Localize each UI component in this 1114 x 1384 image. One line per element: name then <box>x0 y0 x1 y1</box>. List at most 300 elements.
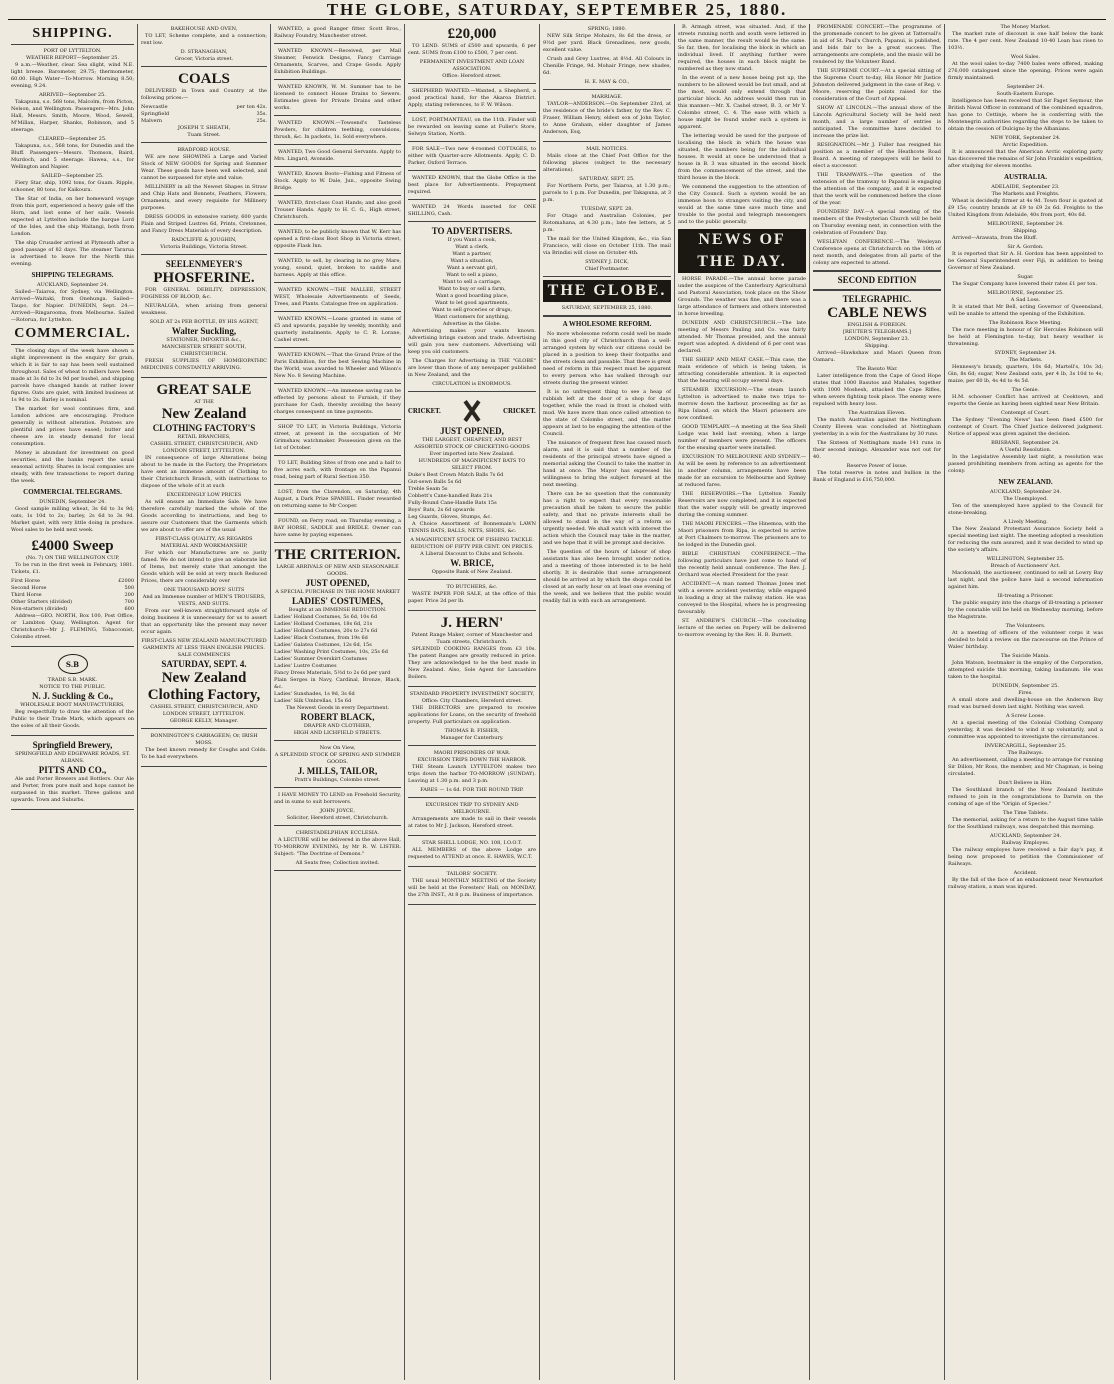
adv-line: Want a servant girl, <box>447 265 497 271</box>
se-europe-subhead: South-Eastern Europe. <box>996 91 1055 97</box>
permanent-title: PERMANENT INVESTMENT AND LOAN ASSOCIATION. <box>419 59 525 72</box>
list-item: Fancy Dress Materials, 5½d to 2s 6d per yard <box>274 670 391 676</box>
news-item: RESIGNATION.—Mr J. Fuller has resigned his position as a member of the Heathcote Road Board. A meeting of ratepayers will be held to elect a successor. <box>813 142 941 169</box>
tablets-subhead: The Time Tablets. <box>1002 810 1049 816</box>
nz-text-3: For which our Manufactures are so justly famed. We do not intend to give an elaborate list of Items, but merely state that amongst the Goods which will be sold at very much Reduced Prices, there are considerably over <box>141 550 267 584</box>
black-role: DRAPER AND CLOTHIER, <box>303 723 372 729</box>
railways-text: An advertisement, calling a meeting to arrange for running Sir Dillon, Mr Ross, the member, and Mr Chapman, is being circulated. <box>948 757 1103 777</box>
leader-text-1: No more wholesome reform could well be made in this good city of Christchurch than a well-arranged system by which our citizens could be placed in a position to keep their footpaths and the streets clean and passable. That there is great need of reform in this respect must be apparent to every person who has walked through our streets during the present winter. <box>543 331 671 386</box>
coals-address: Tuam Street. <box>187 132 221 138</box>
cricket-header <box>408 399 536 423</box>
joyce-name: JOHN JOYCE, <box>320 808 355 814</box>
resolution-text: In the Legislative Assembly last night, a resolution was passed prohibiting members from acting as agents for the colony. <box>948 454 1103 474</box>
crossed-bats-icon <box>459 399 485 423</box>
adv-line: Want to sell groceries or drugs, <box>431 307 513 313</box>
globe-banner: THE GLOBE. <box>543 280 671 302</box>
bakehouse-name: D. STRANAGHAN, <box>180 49 228 55</box>
robinson-subhead: The Robinson Race Meeting. <box>988 320 1063 326</box>
column-3 <box>270 24 404 1380</box>
reuters-label: [REUTER'S TELEGRAMS.] <box>843 329 911 335</box>
suckling-subtitle: WHOLESALE BOOT MANUFACTURERS, <box>20 702 125 708</box>
column-6 <box>674 24 809 1380</box>
excursion-advert <box>408 748 536 798</box>
article-text-1: B. Armagh street, was situated. And, if the streets running north and south were lettered in the same manner, the result would be the same. So far, then, for localising the block in which an individual lived. If anything further were required, the houses in each block might be numbered as they now stand. <box>678 24 806 72</box>
news-item: PROMENADE CONCERT.—The programme of the promenade concert to be given at Tattersall's in aid of St. Paul's Church, Papanui, is published, and bids fair to be a great success. The arrangements are complete, and the music will be rendered by the Volunteer Band. <box>813 24 941 65</box>
suckling-title: N. J. Suckling & Co., <box>31 691 113 701</box>
loan-text: TO LEND. SUMS of £500 and upwards, 6 per cent. SUMS from £100 to £500, 7 per cent. <box>408 43 536 56</box>
list-item: Ladies' Holland Costumes, 18s 6d, 21s <box>274 621 373 627</box>
wellington-dateline: WELLINGTON, September 25. <box>986 556 1065 562</box>
arrived-heading: ARRIVED—September 25. <box>39 92 106 98</box>
waste-text: WASTE PAPER FOR SALE, at the office of this paper. Price 2d per lb. <box>408 591 536 604</box>
criterion-advert <box>274 545 401 741</box>
phosferine-advert <box>141 257 267 378</box>
bradford-advert <box>141 145 267 255</box>
adv-line: Want to sell a carriage, <box>442 279 502 285</box>
brewery-subtitle: SPRINGFIELD AND EDGEWARE ROADS, ST. ALBANS. <box>15 751 130 764</box>
dunedin-dateline: DUNEDIN, September 25. <box>992 683 1059 689</box>
postmaster-name: SYDNEY J. DICK, <box>585 259 629 265</box>
circulation-text: CIRCULATION is ENORMOUS. <box>432 381 512 387</box>
accident-subhead: Accident. <box>1013 870 1038 876</box>
wanted-advert: WANTED, a good Ranger fitter. Scott Bros., Railway Foundry, Manchester street. <box>274 24 401 44</box>
bradford-name: RADCLIFFE & JOUGHIN, <box>171 237 237 243</box>
mills-address: Pratt's Buildings, Colombo street. <box>294 777 381 783</box>
list-item: Ladies' Silk Umbrellas, 15s 6d <box>274 698 352 704</box>
great-sale-title: GREAT SALE <box>156 382 252 398</box>
basuto-subhead: The Basuto War. <box>856 366 898 372</box>
star-heading: STAR SHELL LODGE, NO. 108, I.O.O.T. <box>422 840 522 846</box>
mens-suits: And an Immense number of MEN'S TROUSERS, VESTS, AND SUITS. <box>142 594 266 607</box>
breach-text: Macdonald, the auctioneer, continued to sell at Lowry Bay last night, and the police have laid a second information against him. <box>948 570 1103 590</box>
lustres-text: Crush and Grey Lustres, at 8½d. All Colours in Chenille Fringe, 9d. Mohair Fringe, new shades, 6d. <box>543 56 671 76</box>
news-item: SHOW AT LINCOLN.—The annual show of the Lincoln Agricultural Society will be held next month, and a large number of entries is anticipated. The committee have decided to increase the prize list. <box>813 105 941 139</box>
wanted-advert: WANTED, Two Good General Servants. Apply to Mrs. Lingard, Avonside. <box>274 147 401 167</box>
sweep-address: Address—GEO. NORTH, Box 100, Post Office, or Lambton Quay, Wellington. Agent for Christchurch—Mr J. FLEMING, Tobacconist, Colombo street. <box>11 613 134 640</box>
may-name: H. E. MAY & CO., <box>584 79 630 85</box>
tailors-heading: TAILORS' SOCIETY. <box>446 871 498 877</box>
list-item: Cobbett's Cane-handled Bats 21s <box>408 493 493 499</box>
seats-text: All Seats free; Collection invited. <box>295 860 380 866</box>
bonnington-advert <box>141 731 267 767</box>
nz-text-4: From our well-known straightforward style of doing business it is unnecessary for us to assert that an opportunity like the present may never occur again. <box>141 608 267 635</box>
cleared-heading: CLEARED—September 25. <box>38 136 107 142</box>
melbourne2-dateline: MELBOURNE, September 25. <box>987 290 1064 296</box>
dateline: September 24. <box>1006 84 1045 90</box>
suckling-advert <box>11 649 134 736</box>
article-text-3: The lettering would be used for the purpose of localising the block in which the house was situated, the numbers being for the individual houses. It would at once be understood that a house in B. 3 was situated in the second block from the commencement of the street, and the third house in the block. <box>678 133 806 181</box>
bat-list <box>408 472 536 521</box>
first-class: FIRST-CLASS QUALITY, AS REGARDS MATERIAL AND WORKMANSHIP, <box>155 536 253 549</box>
just-opened: JUST OPENED, <box>305 578 370 588</box>
coals-text: DELIVERED in Town and Country at the following prices:— <box>141 88 267 101</box>
newest-goods: The Newest Goods in every Department. <box>285 705 390 711</box>
news-item: GOOD TEMPLARY.—A meeting at the Sea Shell Lodge was held last evening, when a large number of members were present. The officers for the ensuing quarter were installed. <box>678 424 806 451</box>
list-item: Ladies' Summer Overskirt Costumes <box>274 656 368 662</box>
largest-stock: THE LARGEST, CHEAPEST, AND BEST ASSORTED STOCK OF CRICKETING GOODS Ever imported into New Zealand. <box>414 437 530 457</box>
leader-text-2: It is no unfrequent thing to see a heap of rubbish left at the door of a shop for days together, while the road in front is choked with mud. We have more than once called attention to the state of Colombo street, and the matter appears at last to be engaging the attention of the Council. <box>543 389 671 437</box>
pitts-title: PITTS AND CO., <box>38 765 107 775</box>
prize-row: Other Starters (divided) 700 <box>11 599 134 605</box>
list-item: Duke's Best Crown Match Balls 7s 6d <box>408 472 504 478</box>
found-advert: FOUND, on Ferry road, on Thursday evening, a BAY HORSE, SADDLE and BRIDLE. Owner can have same by paying expenses. <box>274 516 401 543</box>
cricket-advert <box>408 394 536 580</box>
resolution-subhead: A Useful Resolution. <box>999 447 1052 453</box>
employes-subhead: Railway Employes. <box>1001 840 1050 846</box>
silk-text: NEW Silk Stripe Mohairs, 8s 6d the dress, or 9½d per yard. Black Grenadines, new goods, excellent value. <box>543 33 671 53</box>
cottages-advert: FOR SALE—Two new 4-roomed COTTAGES, to either with Quarter-acre Allotments. Apply, C. D. Parker, Oxford Terrace. <box>408 144 536 171</box>
bradford-text: WE are now SHOWING a Large and Varied Stock of NEW GOODS for Spring and Summer Wear. These goods have been well selected, and cannot be surpassed for style and value. <box>141 154 267 181</box>
adv-line: Want a clerk, <box>455 244 489 250</box>
loan-title: £20,000 <box>447 26 497 42</box>
shipping-telegrams-heading: SHIPPING TELEGRAMS. <box>31 271 114 279</box>
sale-date: SATURDAY, SEPT. 4. <box>161 659 247 669</box>
port-heading: PORT OF LYTTELTON. <box>43 48 102 54</box>
second-edition-heading: SECOND EDITION <box>837 275 917 285</box>
low-prices: EXCEEDINGLY LOW PRICES <box>166 492 242 498</box>
mail-heading: MAIL NOTICES. <box>586 146 628 152</box>
sugar-text: The Sugar Company have lowered their rates £1 per ton. <box>952 281 1098 287</box>
bonnington-title: BONNINGTON'S CARRAGEEN; Or, IRISH MOSS. <box>150 733 258 746</box>
markets-subhead: The Markets and Freights. <box>991 191 1060 197</box>
mail-tuesday: TUESDAY, SEPT. 28. <box>580 206 634 212</box>
charges-text: The Charges for Advertising in THE "GLOBE" are lower than those of any newspaper published in New Zealand, and the <box>408 358 536 378</box>
shepherd-advert: SHEPHERD WANTED.—Wanted, a Shepherd, a good practical hand, for the Akaroa District. Apply, stating references, to F. W. Wilson. <box>408 86 536 113</box>
mel-shipping-subhead: Shipping. <box>1013 228 1038 234</box>
english-foreign-heading: ENGLISH & FOREIGN. <box>847 322 907 328</box>
commercial-telegrams-place: DUNEDIN, September 24. <box>39 499 106 505</box>
shipping-subhead: Shipping. <box>864 343 890 349</box>
wanted-24-advert: WANTED 24 Words inserted for ONE SHILLING, Cash. <box>408 202 536 222</box>
wanted-advert: WANTED, first-class Coat Hands; and also good Trouser Hands. Apply to H. C. G., High street, Christchurch. <box>274 198 401 225</box>
prize-list <box>11 578 134 613</box>
australian-subhead: The Australian Eleven. <box>848 410 906 416</box>
adv-line: Want to buy or sell a farm, <box>438 286 506 292</box>
coals-advert <box>141 69 267 143</box>
list-item: Ladies' Holland Costumes, 5s 6d, 10s 6d <box>274 614 378 620</box>
tablets-text: The memorial, asking for a return to the August time table for the Southland railways, was despatched this morning. <box>948 817 1103 830</box>
mills-text: A SPLENDID STOCK OF SPRING AND SUMMER GOODS. <box>274 752 401 765</box>
advertisers-title: TO ADVERTISERS. <box>431 226 513 236</box>
list-item: Ladies' Black Costumes, from 19s 6d <box>274 635 368 641</box>
news-item: THE SHEEP AND MEAT CASE.—This case, the main evidence of which is being taken, is attracting considerable attention. It is expected that the hearing will occupy several days. <box>678 357 806 384</box>
great-sale-advert <box>141 380 267 729</box>
just-opened-cricket: JUST OPENED, <box>440 426 504 436</box>
auckland2-dateline: AUCKLAND, September 24. <box>989 833 1062 839</box>
loan-advert <box>408 24 536 84</box>
article-text-2: In the event of a new house being put up, the numbers to be allowed would be but small, and at the most, would only extend through that particular block. An address would then run in this manner:—Mr. X. Cashel street, B. 3, or Mr Y. Colombo street, C. 4. The ease with which a house might be found under such a system is apparent. <box>678 75 806 130</box>
brice-name: W. BRICE, <box>450 558 494 568</box>
news-item: DUNEDIN AND CHRISTCHURCH.—The late meeting of Messrs Pauling and Co. was fairly attended. Mr Thomas presided, and the annual report was adopted. A dividend of 6 per cent was declared. <box>678 320 806 354</box>
news-item: THE MAORI FENCERS.—The Hinemoa, with the Maori prisoners from Ripa, is expected to arrive at Port Chalmers to-morrow. The prisoners are to be lodged in the Dunedin gaol. <box>678 521 806 548</box>
adv-line: Want to let good apartments, <box>435 300 509 306</box>
melbourne-dateline: MELBOURNE, September 24. <box>987 221 1064 227</box>
notice-heading: NOTICE TO THE PUBLIC. <box>39 684 106 690</box>
news-item: FOUNDERS' DAY.—A special meeting of the members of the Presbyterian Church will be held on Thursday evening next, in connection with the celebration of Founders' Day. <box>813 209 941 236</box>
adv-line: Advertise in the Globe. <box>442 321 502 327</box>
screw-text: At a special meeting of the Colonial Clothing Company yesterday, it was decided to wind it up voluntarily, and a committee was appointed to investigate the circumstances. <box>948 720 1103 740</box>
news-item: STEAMER EXCURSION.—The steam launch Lyttelton is advertised to make two trips to-morrow down the harbour, proceeding as far as Ripa Island, on which the Maori prisoners are now confined. <box>678 387 806 421</box>
weather-text: 9 a.m.—Weather, clear. Sea slight, wind N.E. light breeze. Barometer, 29.75; thermometer, 60.00. High Water—To-Morrow. Morning 8.50; evening, 9.24. <box>11 62 134 89</box>
adv-line: Want a partner, <box>452 251 492 257</box>
sad-subhead: A Sad Loss. <box>1010 297 1041 303</box>
lyttelton-text: THE Steam Launch LYTTELTON makes two trips down the harbor TO-MORROW (SUNDAY). Leaving at 1.30 p.m. and 3 p.m. <box>408 764 536 784</box>
wool-text: At the wool sales to-day 7400 bales were offered, making 276,000 catalogued since the opening. Prices were again firmly maintained. <box>948 61 1103 81</box>
wanted-known-advert: WANTED KNOWN, that the Globe Office is the best place for Advertisements. Prepayment required. <box>408 173 536 200</box>
bakehouse-role: Grocer, Victoria street. <box>174 56 234 62</box>
markets-text: Wheat is decidedly firmer at 4s 9d. Town flour is quoted at £9 15s; country brands at £9 to £9 2s 6d. Freights to the United Kingdom from Adelaide, 40s from port, 40s 6d. <box>948 198 1103 218</box>
standard-text: THE DIRECTORS are prepared to receive applications for Loans, on the security of freehold property. Full particulars on application. <box>408 705 536 725</box>
to-let-advert: TO LET, Building Sites of from one and a half to five acres each, with frontage on the Papanui road, being part of Rural Section 350. <box>274 458 401 485</box>
nz-heading: NEW ZEALAND. <box>998 478 1053 486</box>
breach-subhead: Breach of Auctioneers' Act. <box>990 563 1061 569</box>
list-item: Ladies' Washing Print Costumes, 10s, 25s 6d <box>274 649 388 655</box>
loan-office: Office: Hereford street. <box>442 73 502 79</box>
cricket-label-right: CRICKET. <box>503 407 536 415</box>
column-5 <box>539 24 674 1380</box>
great-sale-at: AT THE <box>194 399 214 405</box>
leader-text-4: There can be no question that the community has a right to expect that every reasonable precaution shall be taken to secure the public safety, and that no private interests shall be allowed to stand in the way of a reform so urgently needed. We shall watch with interest the action which the Council may take in the matter, and we hope that it will be prompt and decisive. <box>543 491 671 546</box>
hern-title: J. HERN' <box>440 615 504 631</box>
coal-price-row: Springfield 35s. <box>141 111 267 117</box>
coal-price-row: Malvern 25s. <box>141 118 267 124</box>
sale-commences: SALE COMMENCES <box>177 652 231 658</box>
list-item: Gut-sewn Balls 5s 6d <box>408 479 462 485</box>
shipping-notes-2: The ship Crusader arrived at Plymouth after a good passage of 82 days. The steamer Tararua is advertised to leave for the North this evening. <box>11 240 134 267</box>
bakehouse-advert <box>141 24 267 67</box>
telegrams-place: AUCKLAND, September 24. <box>36 282 109 288</box>
excursion2-advert <box>408 800 536 836</box>
news-item: THE RESERVOIRS.—The Lyttelton Family Reservoirs are now completed, and it is expected that the water supply will be greatly improved during the coming summer. <box>678 491 806 518</box>
bonnington-text: The best known remedy for Coughs and Colds. To be had everywhere. <box>141 747 267 760</box>
bakehouse-text: TO LET, Scheme complete, and a connection; rent low. <box>141 33 267 46</box>
phosferine-title: PHOSFERINE. <box>153 270 255 286</box>
boys-suits: ONE THOUSAND BOYS' SUITS <box>163 587 245 593</box>
wanted-advert: WANTED KNOWN.—Towsend's Tasteless Powders, for children teething, convulsions, thrush, &c. In packets, 1s. Sold everywhere. <box>274 118 401 145</box>
reduction-text: REDUCTION OF FIFTY PER CENT. ON PRICES. <box>410 544 534 550</box>
list-item: Boys' Bats, 2s 6d upwards <box>408 507 475 513</box>
wanted-advert: WANTED KNOWN.—Received, per Mail Steamer, Fenwick Designs, Fancy Carriage Ornaments, Scarves, and Crape Goods. Apply Exhibition Buildings. <box>274 46 401 80</box>
money-subhead: The Money Market. <box>1000 24 1051 30</box>
coals-title: COALS <box>178 71 230 87</box>
commercial-text-1: The closing days of the week have shown a slight improvement in the enquiry for grain, which it is fair to say has been well sustained throughout. Sales of wheat to millers have been made at 3s 6d to 3s 9d per bushel, and shipping parcels have changed hands at rather lower figures. Oats are quiet, with limited business at 1s 9d to 2s. Barley is nominal. <box>11 348 134 403</box>
sweep-advert <box>11 536 134 647</box>
screw-subhead: A Screw Loose. <box>1005 713 1046 719</box>
mail-text: Mails close at the Chief Post Office for the following places (subject to the necessary alterations). <box>543 153 671 173</box>
christadelphian-advert <box>274 828 401 871</box>
list-item: Fully-Bound Cane-Handle Bats 15s <box>408 500 497 506</box>
dont-text: The Southland branch of the New Zealand Institute refused to join in the congratulations to Darwin on the coming of age of the "Origin of Species." <box>948 787 1103 807</box>
postmaster-role: Chief Postmaster. <box>584 266 630 272</box>
syd-markets-text: Hennessy's brandy, quarters, 10s 6d; Martell's, 10s 3d; Gin, 8s 6d; sugar, New Zealand oats, per 4 lb, 3s 10d to 4s; maize, per 60 lb, 4s 4d to 4s 5d. <box>948 364 1103 384</box>
black-name: ROBERT BLACK, <box>300 712 375 722</box>
mail-tuesday-text: For Otago and Australian Colonies, per Rotomahana, at 4.30 p.m.; late fee letters, at 5 p.m. <box>543 213 671 233</box>
sweep-subtitle: (No. 7) ON THE WELLINGTON CUP, <box>25 555 120 561</box>
tailors-text: THE usual MONTHLY MEETING of the Society will be held at the Foresters' Hall, on MONDAY, the 27th INST., At 8 p.m. Business of importance. <box>408 878 536 898</box>
waste-paper-advert <box>408 582 536 611</box>
sweep-title: £4000 Sweep <box>31 538 114 554</box>
adv-line: Want a good boarding place, <box>435 293 509 299</box>
brisbane-dateline: BRISBANE, September 24. <box>991 440 1060 446</box>
weather-heading: WEATHER REPORT—September 25. <box>25 55 120 61</box>
telegrams-text: Sailed—Taiaroa, for Sydney, via Wellington. Arrived—Waitaki, from Onehunga. Sailed—Taupo, for Napier. DUNEDIN, Sept. 24.—Arrived—Ringarooma, from Melbourne. Sailed—Rotorua, for Lyttelton. <box>11 289 134 323</box>
uk-mail-text: The mail for the United Kingdom, &c., via San Francisco, will close on October 11th. The mail via Brindisi will close on October 4th. <box>543 236 671 256</box>
pitts-text: Ale and Porter Brewers and Bottlers. Our Ale and Porter, from pure malt and hops cannot be surpassed in this market. Three gallons and upwards. Town and Suburbs. <box>11 776 134 803</box>
standard-title: STANDARD PROPERTY INVESTMENT SOCIETY, <box>409 691 535 697</box>
adv-line: If you Want a cook, <box>447 237 497 243</box>
arctic-text: It is announced that the American Arctic exploring party has discovered the remains of Sir John Franklin's expedition, after studying for eleven months. <box>948 149 1103 169</box>
sailed-heading: SAILED—September 25. <box>41 173 104 179</box>
column-7 <box>809 24 944 1380</box>
leader-heading: A WHOLESOME REFORM. <box>562 320 652 328</box>
butchers-heading: TO BUTCHERS, &c. <box>446 584 498 590</box>
news-item: ST. ANDREW'S CHURCH.—The concluding lecture of the series on Popery will be delivered to-morrow evening by the Rev. H. B. Burnett. <box>678 618 806 638</box>
fires-subhead: Fires. <box>1018 690 1033 696</box>
millinery-text: MILLINERY in all the Newest Shapes in Straw and Chip Hats and Bonnets, Feathers, Flowers, Ornaments, and every requisite for Millinery purposes. <box>141 184 267 211</box>
genie-subhead: The Genie. <box>1011 387 1040 393</box>
cleared-text: Takapuna, s.s., 568 tons, for Dunedin and the Bluff. Passengers—Messrs. Thomson, Baird, Murdoch, and 5 steerage. Hawea, s.s., for Wellington and Napier. <box>11 143 134 170</box>
trade-mark-text: TRADE S.B. MARK. <box>47 677 98 683</box>
excursion-heading: EXCURSION TRIPS DOWN THE HARBOR. <box>417 757 527 763</box>
wanted-advert: WANTED, to be publicly known that W. Kerr has opened a first-class Boot Shop in Victoria street, opposite Flask Inn. <box>274 227 401 254</box>
standard-office: Office: City Chambers, Hereford street. <box>421 698 523 704</box>
shop-to-let-advert: SHOP TO LET, in Victoria Buildings, Victoria street, at present in the occupation of Mr Grimshaw, watchmaker. Possession given on the 1st of October. <box>274 422 401 456</box>
list-item: Treble Seam 5s <box>408 486 448 492</box>
criterion-text: LARGE ARRIVALS OF NEW AND SEASONABLE GOODS. <box>276 564 399 577</box>
nz-address: CASHEL STREET, CHRISTCHURCH, AND LONDON STREET, LYTTELTON. <box>150 441 258 454</box>
bats-heading: HUNDREDS OF MAGNIFICENT BATS TO SELECT FROM. <box>418 458 526 471</box>
nz-subtitle: CLOTHING FACTORY'S <box>152 423 256 433</box>
nz-text-2: As will ensure an Immediate Sale. We have therefore carefully marked the whole of the Goods according to instructions, and beg to assure our Customers that the Garments which we are about to offer are of the usual <box>141 499 267 533</box>
joyce-address: Solicitor, Hereford street, Christchurch. <box>286 815 389 821</box>
employes-text: The railway employes have received a fair day's pay, it being now proposed to petition the Commissioner of Railways. <box>948 847 1103 867</box>
cricket-label-left: CRICKET. <box>408 407 441 415</box>
bradford-address: Victoria Buildings, Victoria Street. <box>160 244 248 250</box>
divider <box>813 289 941 291</box>
list-item: Ladies' Galatea Costumes, 12s 6d, 15s <box>274 642 372 648</box>
sweep-text: To be run in the first week in February, 1881. Tickets, £1. <box>11 562 134 575</box>
syd-markets-subhead: The Markets. <box>1008 357 1043 363</box>
unemployed-subhead: The Unemployed. <box>1003 496 1048 502</box>
hern-text: SPLENDID COOKING RANGES from £3 10s. The patent Ranges are greatly reduced in price. They are acknowledged to be the best made in New Zealand. Also, Sole Agent for Lancashire Boilers. <box>408 646 536 680</box>
fisher-role: Manager for Canterbury. <box>440 735 504 741</box>
money-text: I HAVE MONEY TO LEND on Freehold Security, and in sums to suit borrowers. <box>274 792 401 805</box>
arrived-text: Takapuna, s.s. 568 tons, Malcolm, from Picton, Nelson, and Wellington. Passengers—Mrs. John Hall, Messrs. Smith, Moore, Wood, Sewell, M'Millan, Harper, Shanks, Robinson, and 5 steerage. <box>11 99 134 133</box>
prize-row: Third Horse 200 <box>11 592 134 598</box>
commercial-telegrams-heading: COMMERCIAL TELEGRAMS. <box>23 488 122 496</box>
wanted-advert: WANTED KNOWN.—Loans granted in sums of £5 and upwards, payable by weekly, monthly, and quarterly instalments. Apply to C. R. Lorane, Cashel street. <box>274 314 401 348</box>
contempt-subhead: Contempt of Court. <box>1000 410 1051 416</box>
trade-mark-logo-icon: S.B <box>58 654 88 674</box>
money-advert <box>274 790 401 826</box>
dont-subhead: Don't Believe in Him. <box>998 780 1053 786</box>
star-lodge-advert <box>408 838 536 867</box>
mail-today-text: For Northern Ports, per Taiaroa, at 1.30 p.m.; parcels to 1 p.m. For Dunedin, per Takapuna, at 3 p.m. <box>543 183 671 203</box>
lively-text: The New Zealand Protestant Assurance Society held a special meeting last night. The meeting adopted a resolution for reducing the sum assured, and it was decided to wind up the society's affairs. <box>948 526 1103 553</box>
seelenmeyer-title: SEELENMEYER'S <box>165 259 243 269</box>
coals-name: JOSEPH T. SHEATH, <box>177 125 231 131</box>
list-item: Ladies' Lustre Costumes <box>274 663 337 669</box>
railways-subhead: The Railways. <box>1007 750 1044 756</box>
suicide-subhead: The Suicide Mania. <box>1001 653 1050 659</box>
discount-text: A Liberal Discount to Clubs and Schools. <box>420 551 524 557</box>
hern-advert <box>408 613 536 687</box>
excursion2-heading: EXCURSION TRIP TO SYDNEY AND MELBOURNE. <box>425 802 519 815</box>
walter-address: MANCHESTER STREET SOUTH, CHRISTCHURCH. <box>161 344 247 357</box>
contempt-text: The Sydney "Evening News" has been fined £500 for contempt of Court. The Chief Justice delivered judgment. Notice of appeal was given against the decision. <box>948 417 1103 437</box>
brewery-title: Springfield Brewery, <box>32 740 113 750</box>
genie-text: H.M. schooner Conflict has arrived at Cooktown, and reports the Genie as having been sighted near New Britain. <box>948 394 1103 407</box>
nz-text: IN consequence of large Alterations being about to be made in the Factory, the Proprietors have sent an immense amount of Clothing to their Christchurch Branch, with instructions to dispose of the whole of it at such <box>141 455 267 489</box>
standard-advert <box>408 689 536 746</box>
fires-text: A small store and dwelling-house on the Anderson Bay road was burned down last night. Nothing was saved. <box>948 697 1103 710</box>
reserve-subhead: Reserve Power of Issue. <box>846 463 908 469</box>
mills-advert <box>274 743 401 788</box>
star-text: ALL MEMBERS of the above Lodge are requested to ATTEND at once. E. HAWES, W.C.T. <box>408 847 536 860</box>
marriage-notice <box>543 92 671 142</box>
wanted-advert: WANTED, Known Boots—Fishing and Fitness of Stock. Apply to W. Dale, Jun., opposite Swing Bridge. <box>274 169 401 196</box>
hern-subtitle: Patent Range Maker, corner of Manchester and Tuam streets, Christchurch. <box>411 632 533 645</box>
first-class-nz: FIRST-CLASS NEW ZEALAND MANUFACTURED GARMENTS AT LESS THAN ENGLISH PRICES. <box>141 638 267 651</box>
news-item: WESLEYAN CONFERENCE.—The Wesleyan Conference opens at Christchurch on the 10th of next month, and delegates from all parts of the colony are expected to attend. <box>813 239 941 266</box>
ladies-costumes: LADIES' COSTUMES, <box>291 596 384 606</box>
costumes-list <box>274 614 401 705</box>
excursion2-text: Arrangements are made to sail in their vessels at rates to Mr J. Jackson, Hereford street. <box>408 816 536 829</box>
cable-news-heading: CABLE NEWS <box>827 305 927 321</box>
nz-factory-title: New Zealand Clothing Factory, <box>147 670 261 703</box>
bakehouse-title: BAKEHOUSE AND OVEN, <box>170 26 238 32</box>
mail-today: SATURDAY, SEPT. 25. <box>579 176 635 182</box>
black-address: HIGH AND LICHFIELD STREETS. <box>293 730 382 736</box>
suicide-text: John Watson, bootmaker in the employ of the Corporation, attempted suicide this morning, taking laudanum. He was taken to the hospital. <box>948 660 1103 680</box>
fishing-text: A MAGNIFICENT STOCK OF FISHING TACKLE. <box>410 537 534 543</box>
globe-date: SATURDAY, SEPTEMBER 25, 1880. <box>561 305 653 311</box>
advertisers-advert <box>408 224 536 392</box>
phosferine-text: FOR GENERAL DEBILITY, DEPRESSION, FOGINESS OF BLOOD, &c. <box>141 287 267 300</box>
mel-shipping-text: Arrived—Arawata, from the Bluff. <box>952 235 1038 241</box>
basuto-text: Later intelligence from the Cape of Good Hope states that 1000 Basutos and Mahales, together with 1000 Moshesh, attacked the Cape Rifles, when severe fighting took place. The enemy were repulsed with heavy loss. <box>813 373 941 407</box>
marriage-text: TAYLOR—ANDERSON.—On September 23rd, at the residence of the bride's father, by the Rev. C. Fraser, William Henry, eldest son of John Taylor, to Anne Graham, elder daughter of James Anderson, Esq. <box>543 101 671 135</box>
nz-title: New Zealand <box>161 406 247 422</box>
gordon-subhead: Sir A. Gordon. <box>1007 244 1044 250</box>
list-item: Plain Serges in Navy, Cardinal, Bronze, Black, &c. <box>274 677 401 690</box>
arctic-subhead: Arctic Expedition. <box>1002 142 1049 148</box>
lost-advert: LOST, from the Clarendon, on Saturday, 4th August, a Dark Prize SPANIEL. Finder rewarded on returning same to Mr Cooper. <box>274 487 401 514</box>
phosferine-sold: SOLD AT 2s PER BOTTLE, BY HIS AGENT, <box>149 319 259 325</box>
column-2 <box>137 24 270 1380</box>
ladies-subtitle: Bought at an IMMENSE REDUCTION. <box>288 607 387 613</box>
fares-text: FARES — 1s 6d. FOR THE ROUND TRIP. <box>420 787 524 793</box>
news-item: ACCIDENT.—A man named Thomas Jones met with a severe accident yesterday, while engaged in loading a dray at the railway station. He was conveyed to the Hospital, where he is progressing favourably. <box>678 581 806 615</box>
may-advert <box>543 24 671 90</box>
spring-heading: SPRING; 1880. <box>587 26 627 32</box>
accident-text: By the fall of the face of an embankment near Newmarket railway station, a man was injured. <box>948 877 1103 890</box>
divider <box>543 315 671 317</box>
portmanteau-advert: LOST, PORTMANTEAU, on the 11th. Finder will be rewarded on leaving same at Fuller's Store, Selwyn Station, North. <box>408 115 536 142</box>
wanted-advert: WANTED KNOWN.—That the Grand Prize of the Paris Exhibition, for the best Sewing Machine in the World, was awarded to Wheeler and Wilson's New No. 8 Sewing Machine. <box>274 350 401 384</box>
news-item: THE TRAMWAYS.—The question of the extension of the tramway to Papanui is engaging the attention of the company, and it is expected that the work will be commenced before the close of the year. <box>813 172 941 206</box>
column-8 <box>944 24 1106 1380</box>
ecclesia-title: CHRISTADELPHIAN ECCLESIA. <box>295 830 380 836</box>
ny-dateline: NEW YORK, September 24. <box>990 135 1061 141</box>
on-view: Now On View, <box>319 745 356 751</box>
walter-suckling-title: Walter Suckling, <box>171 326 237 336</box>
news-item: BIBLE CHRISTIAN CONFERENCE.—The following particulars have just come to hand of the recently held annual conference. The Rev. J. Orchard was elected President for the year. <box>678 551 806 578</box>
fisher-name: THOMAS B. FISHER, <box>444 728 500 734</box>
dress-text: DRESS GOODS in extensive variety, 600 yards Plain and Striped Lustres 6d, Prints, Cretonnes, and Fancy Dress Materials of every description. <box>141 214 267 234</box>
prize-row: First Horse £2000 <box>11 578 134 584</box>
sixteen-text: The Sixteen of Nottingham made 141 runs in their second innings. Alexander was not out for 40. <box>813 440 941 460</box>
